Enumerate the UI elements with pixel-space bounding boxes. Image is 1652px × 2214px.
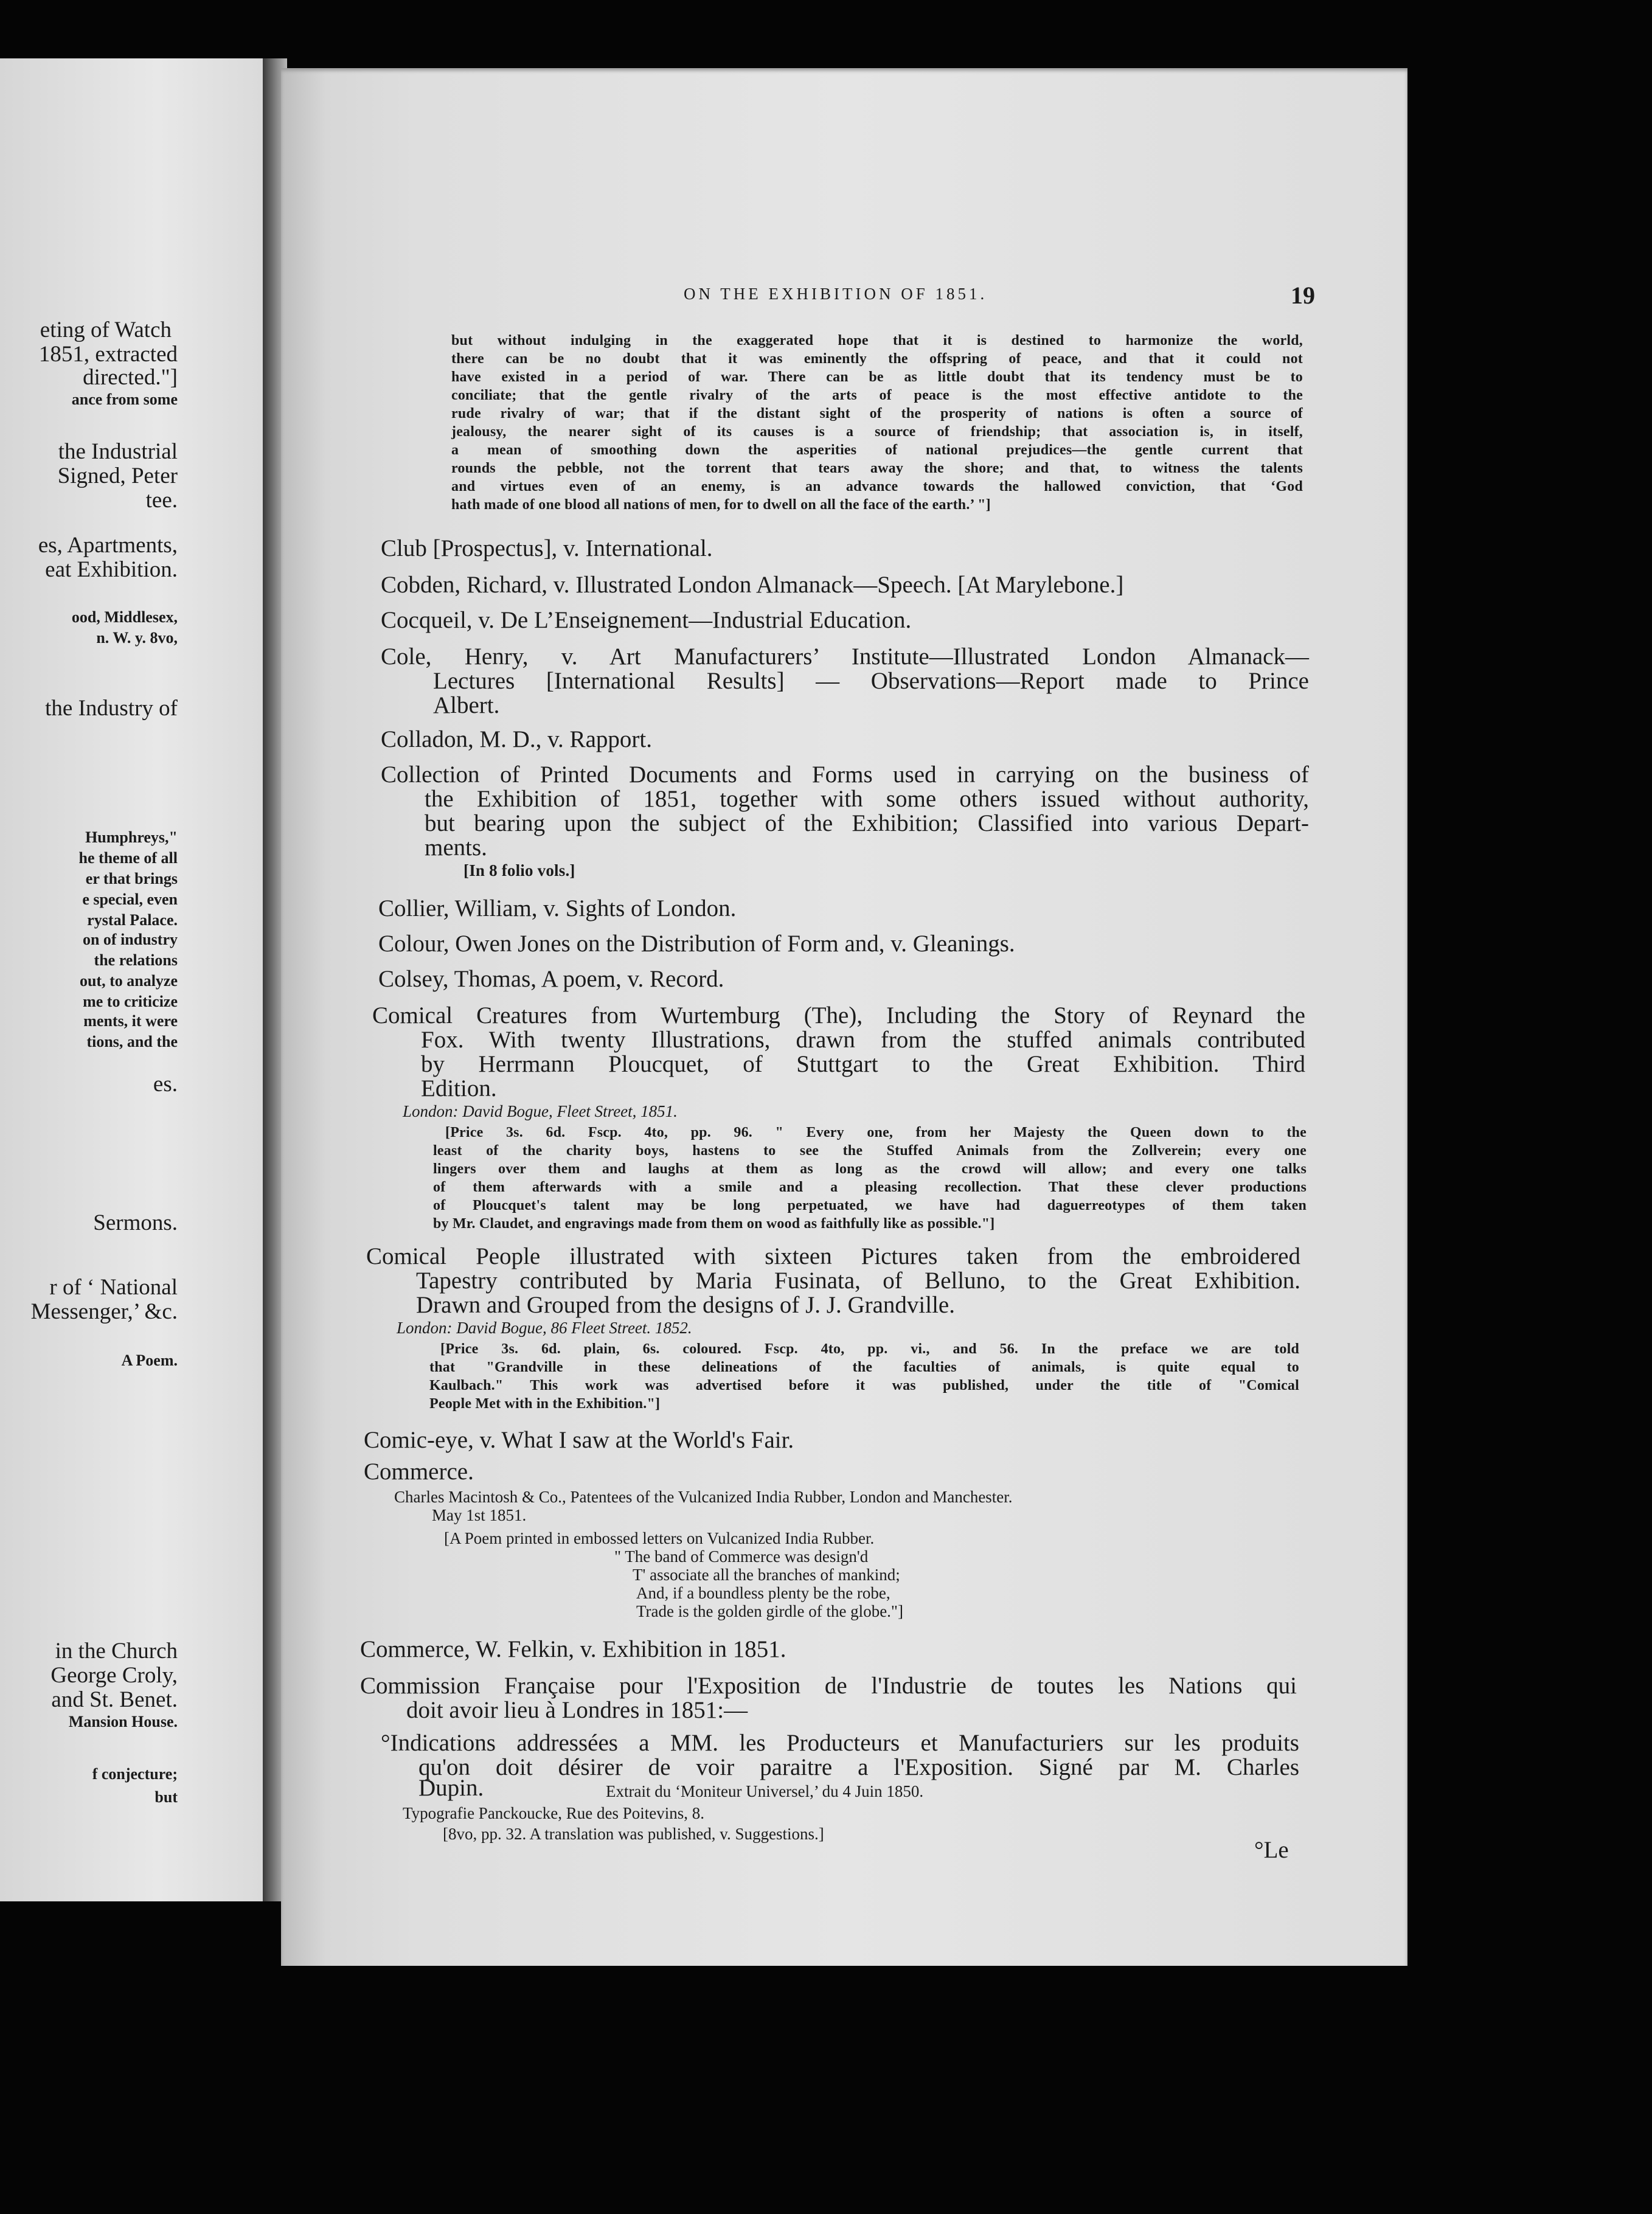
quote-line: hath made of one blood all nations of men, for to dwell on all the face of the earth.’ "] — [451, 497, 991, 513]
entry-comic-eye: Comic-eye, v. What I saw at the World's Fair. — [364, 1427, 794, 1453]
entry-description: of Ploucquet's talent may be long perpetuated, we have had daguerreotypes of them taken — [433, 1198, 1307, 1213]
left-page-line: n. W. y. 8vo, — [96, 629, 178, 647]
left-page-line: rystal Palace. — [87, 911, 178, 929]
entry-commission: Commission Française pour l'Exposition de l'Industrie de toutes les Nations qui — [360, 1673, 1297, 1699]
entry-description: People Met with in the Exhibition."] — [429, 1396, 661, 1412]
entry-cobden: Cobden, Richard, v. Illustrated London Almanack—Speech. [At Marylebone.] — [381, 572, 1124, 598]
entry-cole: Cole, Henry, v. Art Manufacturers’ Institute—Illustrated London Almanack— — [381, 644, 1309, 670]
left-page-line: he theme of all — [78, 849, 178, 867]
left-page-line: the Industrial — [58, 439, 178, 464]
entry-colladon: Colladon, M. D., v. Rapport. — [381, 726, 652, 752]
entry-commerce-date: May 1st 1851. — [432, 1506, 527, 1524]
entry-comical-creatures: Comical Creatures from Wurtemburg (The), Including the Story of Reynard the — [372, 1002, 1305, 1029]
left-page-line: on of industry — [82, 931, 178, 948]
entry-cole-cont: Lectures [International Results] — Observations—Report made to Prince — [433, 668, 1309, 694]
quote-line: conciliate; that the gentle rivalry of the arts of peace is the most effective antidote to the — [451, 387, 1303, 403]
left-page-line: es, Apartments, — [38, 533, 178, 558]
poem-line: T' associate all the branches of mankind; — [633, 1566, 900, 1584]
entry-comical-people: Comical People illustrated with sixteen Pictures taken from the embroidered — [366, 1243, 1300, 1269]
entry-collection-cont: ments. — [425, 835, 487, 861]
quote-line: have existed in a period of war. There can be as little doubt that its tendency must be to — [451, 369, 1303, 385]
entry-commerce: Commerce. — [364, 1459, 474, 1485]
left-page-line: Sermons. — [93, 1210, 178, 1235]
entry-colour: Colour, Owen Jones on the Distribution of Form and, v. Gleanings. — [378, 931, 1015, 957]
left-page-line: 1851, extracted — [38, 342, 178, 367]
quote-line: but without indulging in the exaggerated hope that it is destined to harmonize the world, — [451, 333, 1303, 349]
catchword: °Le — [1254, 1837, 1289, 1863]
entry-description: [8vo, pp. 32. A translation was published, v. Suggestions.] — [443, 1825, 824, 1843]
poem-line: Trade is the golden girdle of the globe."] — [636, 1602, 903, 1620]
quote-line: rounds the pebble, not the torrent that tears away the shore; and that, to witness the talents — [451, 460, 1303, 476]
quote-line: jealousy, the nearer sight of its causes is a source of friendship; that association is, in itself, — [451, 424, 1303, 440]
entry-collection: Collection of Printed Documents and Forms used in carrying on the business of — [381, 762, 1309, 788]
entry-description: [Price 3s. 6d. Fscp. 4to, pp. 96. " Every one, from her Majesty the Queen down to the — [445, 1125, 1307, 1140]
entry-indications-cont: Dupin. — [418, 1775, 484, 1801]
left-page-line: Mansion House. — [68, 1713, 178, 1730]
left-page-line: me to criticize — [83, 993, 178, 1010]
page-number: 19 — [1291, 282, 1315, 309]
left-page-line: ood, Middlesex, — [71, 608, 178, 626]
entry-imprint: London: David Bogue, 86 Fleet Street. 1852. — [397, 1319, 692, 1337]
entry-comical-creatures-cont: Fox. With twenty Illustrations, drawn from the stuffed animals contributed — [421, 1027, 1305, 1053]
left-page-line: f conjecture; — [92, 1765, 178, 1783]
entry-description: Kaulbach." This work was advertised before it was published, under the title of "Comical — [429, 1378, 1299, 1393]
left-page-line: eat Exhibition. — [45, 557, 178, 582]
left-page-line: and St. Benet. — [51, 1687, 178, 1712]
entry-description: lingers over them and laughs at them as long as the crowd will allow; and every one talks — [433, 1161, 1307, 1177]
entry-commission-cont: doit avoir lieu à Londres in 1851:— — [406, 1697, 748, 1723]
left-page-line: r of ‘ National — [49, 1275, 178, 1300]
left-page-line: Signed, Peter — [57, 463, 178, 488]
entry-commerce-felkin: Commerce, W. Felkin, v. Exhibition in 1851. — [360, 1636, 786, 1662]
left-page-line: A Poem. — [121, 1352, 178, 1369]
left-page-line: the relations — [94, 951, 178, 969]
entry-comical-people-cont: Tapestry contributed by Maria Fusinata, of Belluno, to the Great Exhibition. — [416, 1268, 1300, 1294]
quote-line: and virtues even of an enemy, is an advance towards the hallowed conviction, that ‘God — [451, 479, 1303, 495]
entry-comical-creatures-cont: by Herrmann Ploucquet, of Stuttgart to the Great Exhibition. Third — [421, 1051, 1305, 1077]
entry-colsey: Colsey, Thomas, A poem, v. Record. — [378, 966, 724, 992]
entry-description: least of the charity boys, hastens to see the Stuffed Animals from the Zollverein; every one — [433, 1143, 1307, 1159]
poem-line: And, if a boundless plenty be the robe, — [636, 1584, 890, 1602]
left-page-line: but — [154, 1788, 178, 1806]
entry-cole-cont: Albert. — [433, 692, 500, 718]
entry-printer: Typografie Panckoucke, Rue des Poitevins, 8. — [403, 1804, 705, 1822]
quote-line: a mean of smoothing down the asperities of national prejudices—the gentle current that — [451, 442, 1303, 458]
entry-collier: Collier, William, v. Sights of London. — [378, 895, 737, 921]
entry-description: of them afterwards with a smile and a pleasing recollection. That these clever productions — [433, 1179, 1307, 1195]
left-page-line: ance from some — [71, 390, 178, 408]
entry-indications-cont: qu'on doit désirer de voir paraitre a l'Exposition. Signé par M. Charles — [418, 1754, 1299, 1780]
left-page-line: the Industry of — [45, 696, 178, 721]
left-page-line: ments, it were — [83, 1012, 178, 1030]
entry-description: [Price 3s. 6d. plain, 6s. coloured. Fscp. 4to, pp. vi., and 56. In the preface we are told — [440, 1341, 1299, 1357]
entry-commerce-note: [A Poem printed in embossed letters on Vulcanized India Rubber. — [444, 1529, 875, 1547]
entry-cocqueil: Cocqueil, v. De L’Enseignement—Industrial Education. — [381, 607, 912, 633]
entry-indications: °Indications addressées a MM. les Producteurs et Manufacturiers sur les produits — [381, 1730, 1299, 1756]
left-page-line: eting of Watch — [40, 318, 172, 342]
entry-description: by Mr. Claudet, and engravings made from them on wood as faithfully like as possible."] — [433, 1216, 995, 1232]
entry-comical-creatures-cont: Edition. — [421, 1075, 497, 1102]
left-page-line: tee. — [145, 488, 178, 513]
left-page-line: directed."] — [83, 365, 178, 390]
poem-line: " The band of Commerce was design'd — [614, 1547, 869, 1566]
entry-club: Club [Prospectus], v. International. — [381, 535, 713, 561]
entry-note: [In 8 folio vols.] — [463, 861, 575, 880]
left-page-line: George Croly, — [50, 1663, 178, 1688]
entry-description: that "Grandville in these delineations of the faculties of animals, is quite equal to — [429, 1359, 1299, 1375]
entry-comical-people-cont: Drawn and Grouped from the designs of J. J. Grandville. — [416, 1292, 955, 1318]
left-page-line: Humphreys," — [85, 828, 178, 846]
left-page-line: tions, and the — [86, 1033, 178, 1050]
left-page-line: es. — [153, 1072, 178, 1097]
right-page — [281, 68, 1407, 1966]
quote-line: there can be no doubt that it was eminently the offspring of peace, and that it could not — [451, 351, 1303, 367]
entry-commerce-publisher: Charles Macintosh & Co., Patentees of the Vulcanized India Rubber, London and Manchester. — [394, 1488, 1013, 1506]
entry-extrait: Extrait du ‘Moniteur Universel,’ du 4 Juin 1850. — [606, 1782, 924, 1800]
running-title: ON THE EXHIBITION OF 1851. — [684, 285, 988, 303]
left-page-line: Messenger,’ &c. — [30, 1299, 178, 1324]
entry-imprint: London: David Bogue, Fleet Street, 1851. — [403, 1102, 678, 1120]
entry-collection-cont: the Exhibition of 1851, together with some others issued without authority, — [425, 786, 1309, 812]
entry-collection-cont: but bearing upon the subject of the Exhibition; Classified into various Depart- — [425, 810, 1309, 836]
quote-line: rude rivalry of war; that if the distant sight of the prosperity of nations is often a source of — [451, 406, 1303, 422]
left-page-line: e special, even — [82, 890, 178, 908]
left-page-line: er that brings — [85, 870, 178, 887]
left-page-line: out, to analyze — [79, 972, 178, 990]
left-page-fragment — [0, 58, 266, 1901]
left-page-line: in the Church — [55, 1639, 178, 1664]
